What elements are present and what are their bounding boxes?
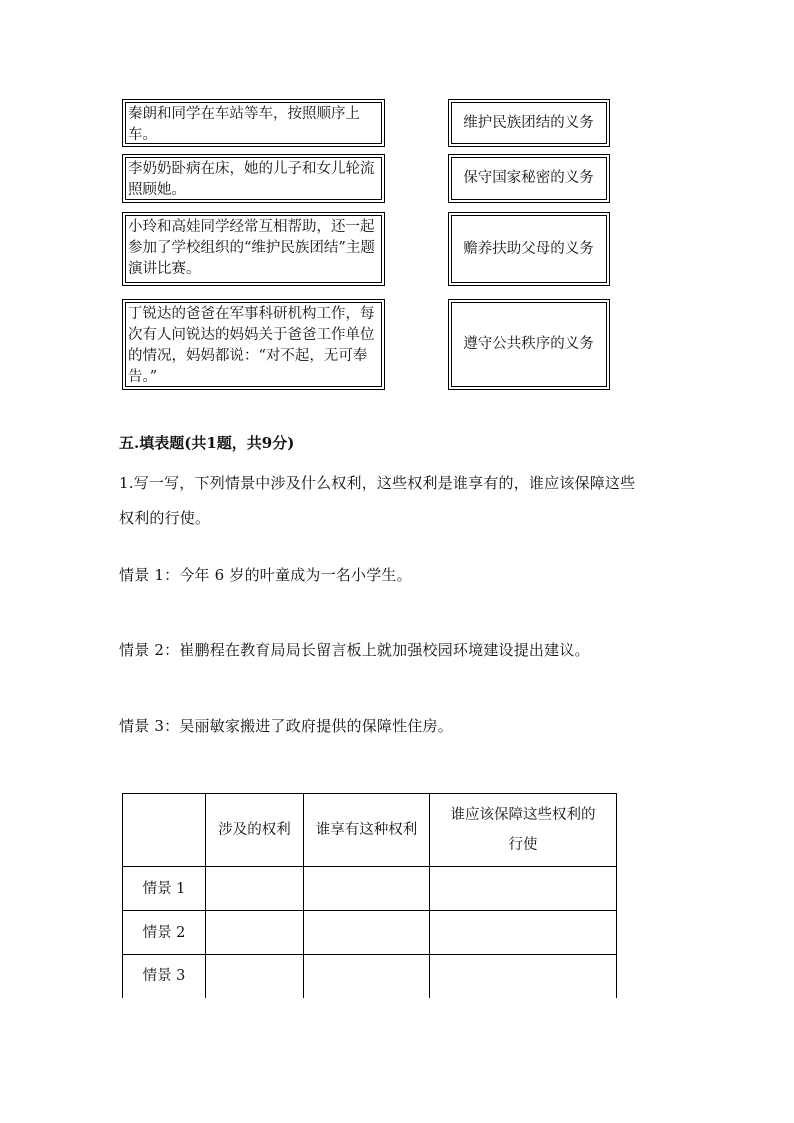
answer-cell[interactable]	[430, 867, 617, 911]
scenario-1: 情景 1：今年 6 岁的叶童成为一名小学生。	[119, 566, 412, 584]
right-box-4: 遵守公共秩序的义务	[448, 299, 610, 390]
answer-cell[interactable]	[304, 911, 430, 955]
left-box-3: 小玲和高娃同学经常互相帮助，还一起参加了学校组织的“维护民族团结”主题演讲比赛。	[122, 212, 385, 286]
answer-table	[122, 793, 617, 998]
answer-cell[interactable]	[206, 867, 304, 911]
table-row	[123, 911, 617, 955]
question-line-2: 权利的行使。	[119, 509, 211, 527]
right-box-3: 赡养扶助父母的义务	[448, 212, 610, 286]
table-row	[123, 867, 617, 911]
left-box-2: 李奶奶卧病在床，她的儿子和女儿轮流照顾她。	[122, 154, 385, 203]
header-corner-cell	[123, 794, 206, 867]
right-box-1: 维护民族团结的义务	[448, 99, 610, 147]
header-who-guarantees: 谁应该保障这些权利的行使	[430, 794, 617, 867]
answer-cell[interactable]	[304, 955, 430, 998]
header-rights: 涉及的权利	[206, 794, 304, 867]
row-label-1: 情景 1	[123, 867, 206, 911]
answer-cell[interactable]	[430, 955, 617, 998]
left-box-4: 丁锐达的爸爸在军事科研机构工作，每次有人问锐达的妈妈关于爸爸工作单位的情况，妈妈都说：“对不起，无可奉告。”	[122, 299, 385, 390]
left-box-1: 秦朗和同学在车站等车，按照顺序上车。	[122, 99, 385, 147]
answer-cell[interactable]	[206, 955, 304, 998]
answer-cell[interactable]	[206, 911, 304, 955]
right-box-2: 保守国家秘密的义务	[448, 154, 610, 203]
table-header-row	[123, 794, 617, 867]
answer-cell[interactable]	[430, 911, 617, 955]
answer-cell[interactable]	[304, 867, 430, 911]
question-line-1: 1.写一写，下列情景中涉及什么权利，这些权利是谁享有的，谁应该保障这些	[119, 474, 636, 492]
table-row	[123, 955, 617, 998]
scenario-3: 情景 3：吴丽敏家搬进了政府提供的保障性住房。	[119, 717, 453, 735]
scenario-2: 情景 2：崔鹏程在教育局局长留言板上就加强校园环境建设提出建议。	[119, 641, 590, 659]
section-heading: 五.填表题(共1题，共9分)	[119, 434, 295, 452]
row-label-3: 情景 3	[123, 955, 206, 998]
row-label-2: 情景 2	[123, 911, 206, 955]
header-who-enjoys: 谁享有这种权利	[304, 794, 430, 867]
